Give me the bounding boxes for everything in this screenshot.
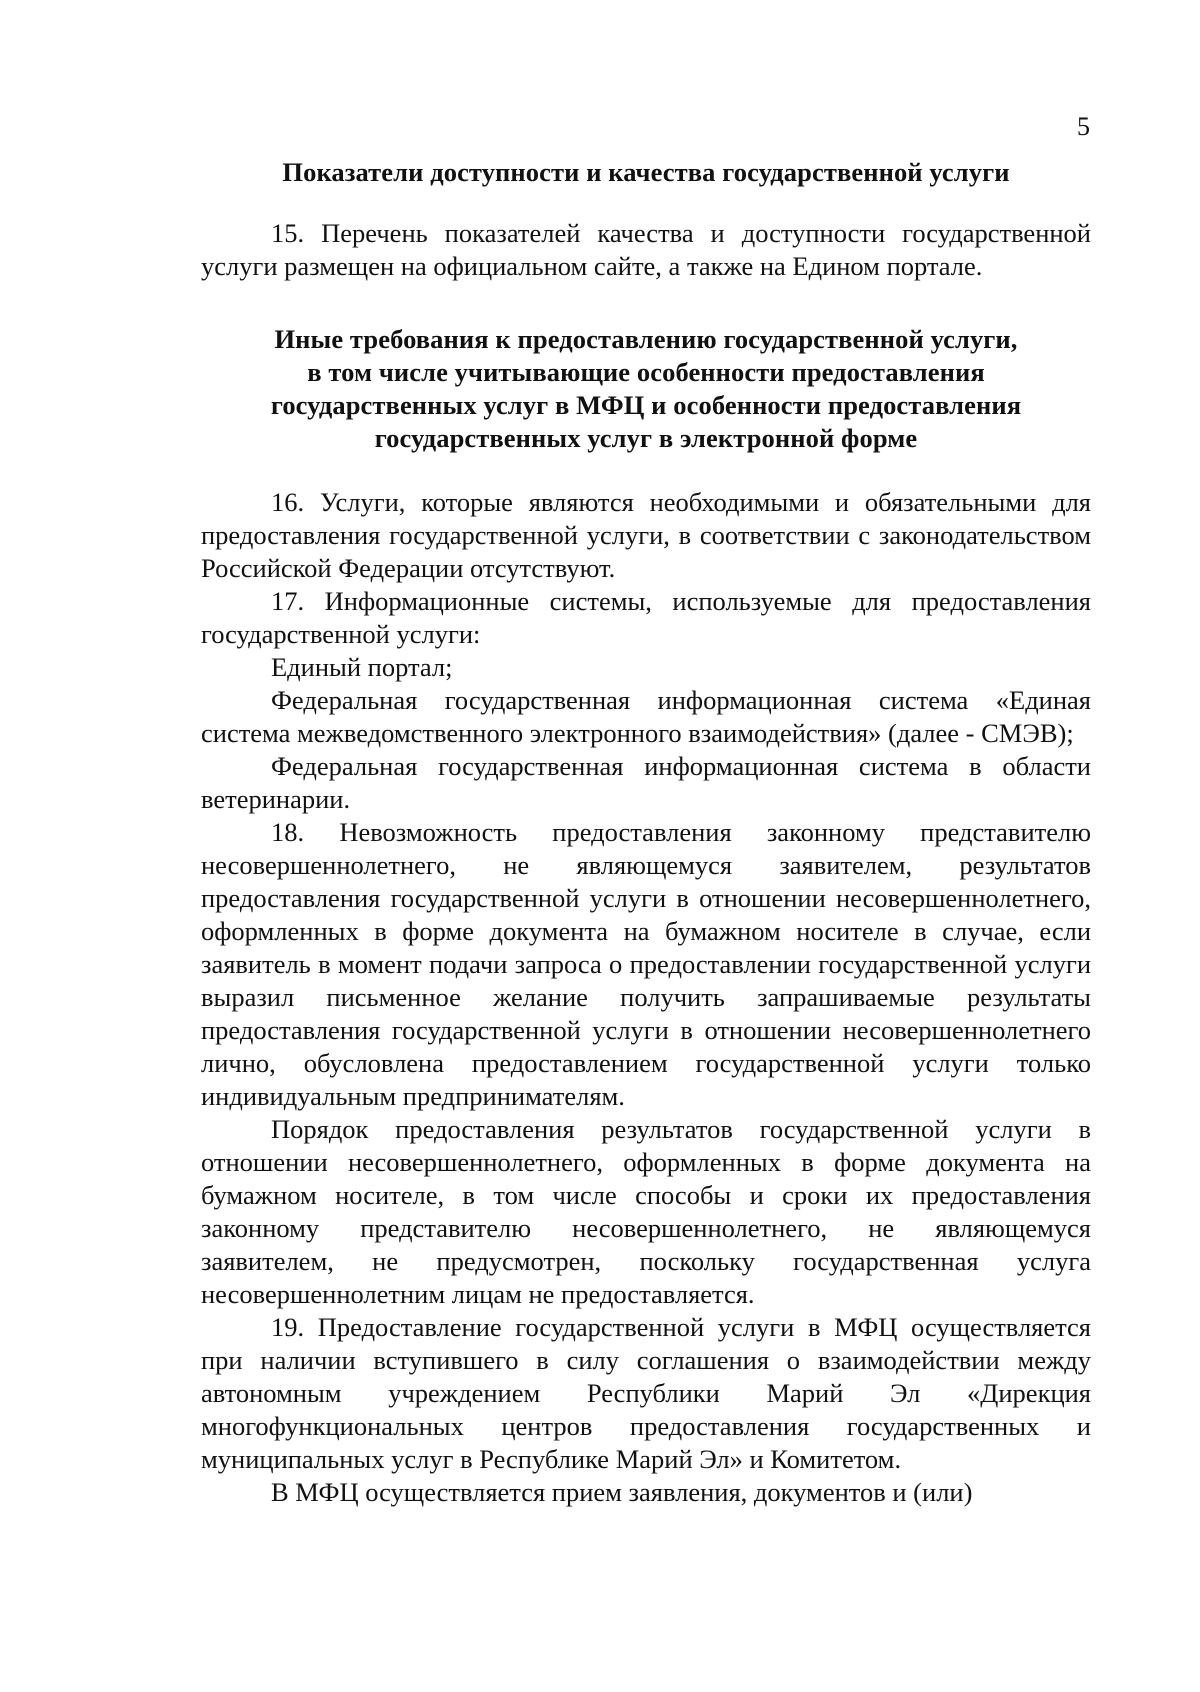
paragraph-19: 19. Предоставление государственной услуги в МФЦ осуществляется при наличии вступившего в силу соглашения о взаимодействии между автономным учреждением Республики Марий Эл «Дирекция многофункциональных центров предоставления государственных и муниципальных услуг в Республике Марий Эл» и Комитетом. [201, 1312, 1091, 1474]
paragraph-15: 15. Перечень показателей качества и доступности государственной услуги размещен на официальном сайте, а также на Едином портале. [201, 218, 1091, 281]
paragraph-18-order: Порядок предоставления результатов государственной услуги в отношении несовершеннолетнего, оформленных в форме документа на бумажном носителе, в том числе способы и сроки их предоставления законному представителю несовершеннолетнего, не являющемуся заявителем, не предусмотрен, поскольку государственная услуга несовершеннолетним лицам не предоставляется. [201, 1114, 1091, 1309]
paragraph-19-mfc: В МФЦ осуществляется прием заявления, документов и (или) [271, 1477, 973, 1507]
section-heading-availability-text: Показатели доступности и качества государственной услуги [282, 157, 1010, 187]
section-heading-availability [201, 156, 1091, 189]
section-heading-other-requirements [201, 323, 1091, 455]
paragraph-16: 16. Услуги, которые являются необходимыми и обязательными для предоставления государственной услуги, в соответствии с законодательством Российской Федерации отсутствуют. [201, 487, 1091, 583]
heading-line: Иные требования к предоставлению государственной услуги, [274, 324, 1018, 354]
heading-line: государственных услуг в МФЦ и особенности предоставления [270, 390, 1022, 420]
list-item-single-portal: Единый портал; [271, 652, 453, 682]
paragraph-18: 18. Невозможность предоставления законному представителю несовершеннолетнего, не являющемуся заявителем, результатов предоставления государственной услуги в отношении несовершеннолетнего, оформленных в форме документа на бумажном носителе в случае, если заявитель в момент подачи запроса о предоставлении государственной услуги выразил письменное желание получить запрашиваемые результаты предоставления государственной услуги в отношении несовершеннолетнего лично, обусловлена предоставлением государственной услуги только индивидуальным предпринимателям. [201, 817, 1091, 1111]
heading-line: в том числе учитывающие особенности предоставления [307, 357, 985, 387]
page-number: 5 [1077, 112, 1090, 141]
heading-line: государственных услуг в электронной форме [374, 423, 918, 453]
document-body [201, 156, 1091, 1509]
list-item-smev: Федеральная государственная информационная система «Единая система межведомственного электронного взаимодействия» (далее - СМЭВ); [201, 685, 1091, 748]
list-item-veterinary-system: Федеральная государственная информационная система в области ветеринарии. [201, 751, 1091, 814]
paragraph-17: 17. Информационные системы, используемые для предоставления государственной услуги: [201, 586, 1091, 649]
